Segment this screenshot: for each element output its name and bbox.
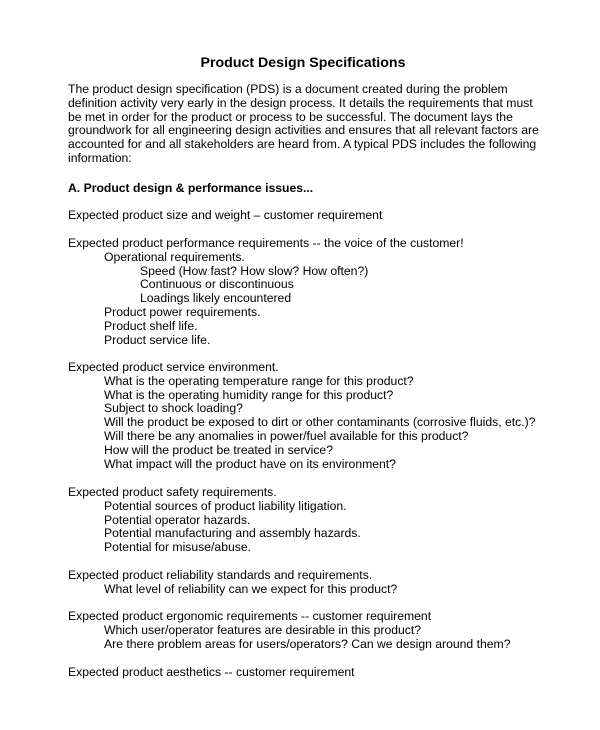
ergonomic-block (68, 610, 588, 651)
intro-line: The product design specification (PDS) is a document created during the problem (68, 82, 508, 96)
performance-heading: Expected product performance requirements -- the voice of the customer! (68, 236, 464, 250)
service-life-item: Product service life. (104, 332, 211, 347)
intro-line: information: (68, 150, 132, 165)
ergonomic-heading: Expected product ergonomic requirements -- customer requirement (68, 609, 432, 623)
safety-item: Potential operator hazards. (104, 512, 251, 527)
intro-line: accounted for and all stakeholders are heard from. A typical PDS includes the following (68, 137, 537, 152)
operational-requirements: Operational requirements. (104, 249, 245, 264)
continuous-item: Continuous or discontinuous (140, 277, 294, 292)
service-env-item: How will the product be treated in service? (104, 442, 333, 457)
ergonomic-item: Which user/operator features are desirable in this product? (104, 622, 422, 637)
safety-item: Potential sources of product liability litigation. (104, 498, 347, 513)
performance-block (68, 237, 588, 347)
intro-paragraph (68, 83, 548, 166)
service-env-item: What is the operating humidity range for this product? (104, 387, 394, 402)
loadings-item: Loadings likely encountered (140, 291, 292, 306)
service-env-item: Subject to shock loading? (104, 401, 243, 416)
aesthetics-heading: Expected product aesthetics -- customer requirement (68, 665, 355, 679)
speed-item: Speed (How fast? How slow? How often?) (140, 263, 369, 278)
intro-line: definition activity very early in the design process. It details the requirements that must (68, 95, 533, 110)
service-env-item: What impact will the product have on its environment? (104, 456, 396, 471)
safety-heading: Expected product safety requirements. (68, 485, 277, 499)
safety-block (68, 486, 588, 555)
safety-item: Potential manufacturing and assembly hazards. (104, 526, 361, 541)
reliability-item: What level of reliability can we expect for this product? (104, 581, 398, 596)
section-a-heading: A. Product design & performance issues... (68, 181, 314, 195)
size-weight-block (68, 209, 588, 223)
shelf-life-item: Product shelf life. (104, 318, 198, 333)
aesthetics-block (68, 666, 588, 680)
service-env-item: Will the product be exposed to dirt or other contaminants (corrosive fluids, etc.)? (104, 415, 536, 430)
intro-line: groundwork for all engineering design activities and ensures that all relevant factors are (68, 123, 539, 138)
power-item: Product power requirements. (104, 304, 261, 319)
service-environment-block (68, 361, 588, 471)
intro-line: be met in order for the product or process to be successful. The document lays the (68, 109, 513, 124)
service-env-item: Will there be any anomalies in power/fuel available for this product? (104, 428, 469, 443)
reliability-block (68, 569, 588, 597)
page-title: Product Design Specifications (200, 55, 406, 71)
size-weight-heading: Expected product size and weight – customer requirement (68, 208, 383, 222)
service-env-item: What is the operating temperature range for this product? (104, 373, 414, 388)
service-environment-heading: Expected product service environment. (68, 360, 279, 374)
ergonomic-item: Are there problem areas for users/operators? Can we design around them? (104, 636, 511, 651)
reliability-heading: Expected product reliability standards and requirements. (68, 568, 373, 582)
safety-item: Potential for misuse/abuse. (104, 540, 252, 555)
